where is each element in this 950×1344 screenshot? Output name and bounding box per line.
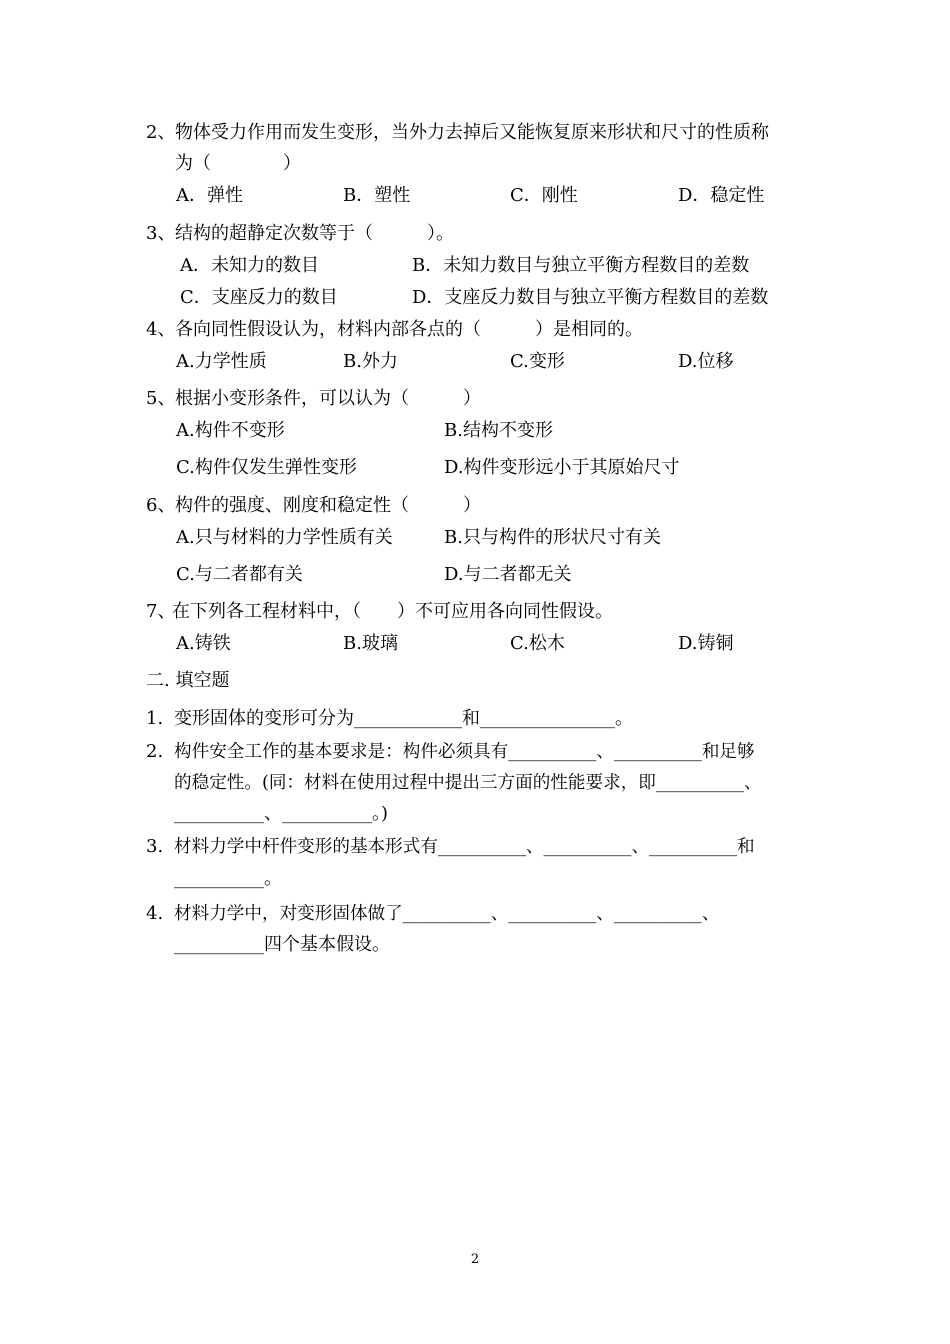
question-stem: 根据小变形条件，可以认为（ ）: [175, 388, 481, 409]
question-number: 6、: [146, 495, 176, 516]
option-d: D.与二者都无关: [444, 564, 572, 585]
question-stem: 在下列各工程材料中，（ ）不可应用各向同性假设。: [172, 601, 613, 622]
option-c: C.构件仅发生弹性变形: [176, 457, 357, 478]
option-c: C.松木: [510, 633, 565, 654]
question-text-cont: 的稳定性。(同：材料在使用过程中提出三方面的性能要求，即__________、: [174, 773, 762, 793]
option-b: B.只与构件的形状尺寸有关: [444, 527, 661, 548]
question-text-cont: __________四个基本假设。: [174, 934, 390, 955]
question-stem: 构件的强度、刚度和稳定性（ ）: [175, 495, 481, 516]
option-a: A.构件不变形: [176, 420, 285, 441]
question-stem: 结构的超静定次数等于（ ）。: [175, 223, 454, 244]
question-number: 2、: [146, 122, 176, 143]
option-d: D.构件变形远小于其原始尺寸: [444, 457, 680, 478]
question-stem: 物体受力作用而发生变形，当外力去掉后又能恢复原来形状和尺寸的性质称: [175, 122, 769, 143]
option-d: D．支座反力数目与独立平衡方程数目的差数: [412, 287, 769, 308]
question-text-cont: __________、__________。): [174, 803, 389, 824]
option-a: A.铸铁: [176, 633, 231, 654]
option-c: C．支座反力的数目: [180, 287, 338, 308]
question-number: 3、: [146, 223, 176, 244]
question-number: 4.: [146, 903, 164, 924]
option-a: A.力学性质: [176, 351, 267, 372]
option-b: B.玻璃: [343, 633, 398, 654]
option-b: B．未知力数目与独立平衡方程数目的差数: [412, 255, 750, 276]
option-d: D.铸铜: [678, 633, 734, 654]
question-number: 4、: [146, 319, 176, 340]
question-text: 材料力学中，对变形固体做了__________、__________、__________、: [174, 904, 720, 924]
option-d: D.位移: [678, 351, 734, 372]
question-number: 7、: [146, 601, 176, 622]
option-b: B.结构不变形: [444, 420, 553, 441]
question-text: 构件安全工作的基本要求是：构件必须具有__________、__________和足够: [174, 742, 755, 762]
question-number: 1.: [146, 708, 164, 729]
question-text: 变形固体的变形可分为____________和_______________。: [174, 708, 633, 729]
option-c: C．刚性: [510, 185, 578, 206]
option-c: C.变形: [510, 351, 565, 372]
question-text-cont: __________。: [174, 868, 282, 889]
page-number: 2: [470, 1252, 480, 1267]
question-number: 2.: [146, 741, 164, 762]
option-b: B.外力: [343, 351, 398, 372]
option-a: A．弹性: [176, 185, 243, 206]
question-text: 材料力学中杆件变形的基本形式有__________、__________、__________和: [174, 837, 755, 857]
option-d: D．稳定性: [678, 185, 765, 206]
question-stem-cont: 为（ ）: [175, 153, 301, 174]
section-heading: 二. 填空题: [146, 670, 230, 691]
option-b: B．塑性: [343, 185, 411, 206]
option-c: C.与二者都有关: [176, 564, 303, 585]
option-a: A.只与材料的力学性质有关: [176, 527, 393, 548]
question-number: 5、: [146, 388, 176, 409]
option-a: A．未知力的数目: [180, 255, 319, 276]
question-number: 3.: [146, 836, 164, 857]
question-stem: 各向同性假设认为，材料内部各点的（ ）是相同的。: [175, 319, 643, 340]
